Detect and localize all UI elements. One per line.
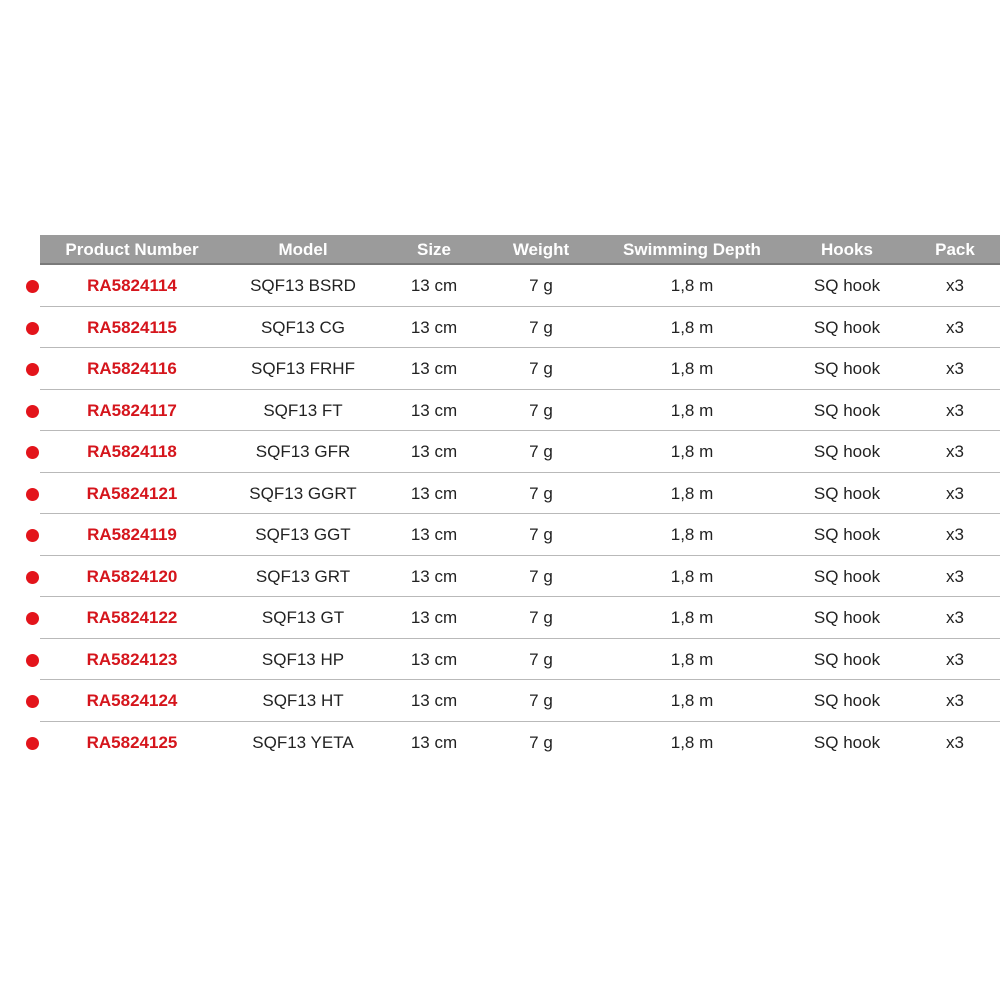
size-cell: 13 cm xyxy=(410,359,458,378)
spec-table xyxy=(0,235,1000,763)
size-cell: 13 cm xyxy=(410,691,458,710)
red-bullet-icon xyxy=(26,529,39,542)
table-row xyxy=(0,639,1000,681)
weight-cell: 7 g xyxy=(529,608,553,627)
table-row xyxy=(0,680,1000,722)
swimming-depth-cell: 1,8 m xyxy=(670,608,714,627)
size-cell: 13 cm xyxy=(410,276,458,295)
red-bullet-icon xyxy=(26,363,39,376)
pack-cell: x3 xyxy=(946,400,964,420)
header-weight: Weight xyxy=(512,240,570,259)
hooks-cell: SQ hook xyxy=(813,400,881,420)
pack-cell: x3 xyxy=(946,359,964,378)
hooks-cell: SQ hook xyxy=(813,442,881,461)
weight-cell: 7 g xyxy=(529,732,553,752)
hooks-cell: SQ hook xyxy=(813,276,881,295)
hooks-cell: SQ hook xyxy=(813,608,881,627)
weight-cell: 7 g xyxy=(529,400,553,420)
weight-cell: 7 g xyxy=(529,649,553,669)
pack-cell: x3 xyxy=(946,442,964,461)
swimming-depth-cell: 1,8 m xyxy=(670,359,714,378)
red-bullet-icon xyxy=(26,488,39,501)
hooks-cell: SQ hook xyxy=(813,649,881,669)
product-number-cell: RA5824123 xyxy=(86,649,178,669)
pack-cell: x3 xyxy=(946,649,964,669)
pack-cell: x3 xyxy=(946,525,964,544)
model-cell: SQF13 FRHF xyxy=(251,359,355,378)
swimming-depth-cell: 1,8 m xyxy=(670,317,714,337)
product-number-cell: RA5824114 xyxy=(87,276,177,295)
header-product-number: Product Number xyxy=(65,240,199,259)
table-body xyxy=(0,265,1000,763)
weight-cell: 7 g xyxy=(529,691,553,710)
model-cell: SQF13 GGT xyxy=(255,525,351,544)
red-bullet-icon xyxy=(26,571,39,584)
size-cell: 13 cm xyxy=(410,442,458,461)
pack-cell: x3 xyxy=(946,608,964,627)
model-cell: SQF13 CG xyxy=(260,317,346,337)
table-row xyxy=(0,348,1000,390)
product-number-cell: RA5824119 xyxy=(87,525,177,544)
hooks-cell: SQ hook xyxy=(813,691,881,710)
red-bullet-icon xyxy=(26,405,39,418)
weight-cell: 7 g xyxy=(529,317,553,337)
table-row xyxy=(0,473,1000,515)
pack-cell: x3 xyxy=(946,691,964,710)
hooks-cell: SQ hook xyxy=(813,483,881,503)
table-row xyxy=(0,265,1000,307)
red-bullet-icon xyxy=(26,654,39,667)
red-bullet-icon xyxy=(26,737,39,750)
table-row xyxy=(0,307,1000,349)
weight-cell: 7 g xyxy=(529,566,553,586)
header-hooks: Hooks xyxy=(821,240,873,259)
product-number-cell: RA5824115 xyxy=(87,317,177,337)
size-cell: 13 cm xyxy=(410,525,458,544)
pack-cell: x3 xyxy=(946,732,964,752)
swimming-depth-cell: 1,8 m xyxy=(670,566,714,586)
model-cell: SQF13 GRT xyxy=(255,566,351,586)
header-swimming-depth: Swimming Depth xyxy=(623,240,761,259)
swimming-depth-cell: 1,8 m xyxy=(670,649,714,669)
red-bullet-icon xyxy=(26,280,39,293)
weight-cell: 7 g xyxy=(529,276,553,295)
model-cell: SQF13 FT xyxy=(263,400,343,420)
product-number-cell: RA5824116 xyxy=(87,359,177,378)
product-number-cell: RA5824125 xyxy=(86,732,178,752)
product-number-cell: RA5824122 xyxy=(86,608,178,627)
weight-cell: 7 g xyxy=(529,359,553,378)
table-row xyxy=(0,597,1000,639)
header-size: Size xyxy=(416,240,452,259)
model-cell: SQF13 YETA xyxy=(252,732,354,752)
table-row xyxy=(0,390,1000,432)
size-cell: 13 cm xyxy=(410,732,458,752)
table-row xyxy=(0,722,1000,764)
size-cell: 13 cm xyxy=(410,400,458,420)
weight-cell: 7 g xyxy=(529,525,553,544)
header-pack: Pack xyxy=(935,240,975,259)
model-cell: SQF13 HP xyxy=(261,649,345,669)
model-cell: SQF13 BSRD xyxy=(250,276,356,295)
hooks-cell: SQ hook xyxy=(813,732,881,752)
size-cell: 13 cm xyxy=(410,649,458,669)
product-number-cell: RA5824120 xyxy=(86,566,178,586)
size-cell: 13 cm xyxy=(410,317,458,337)
swimming-depth-cell: 1,8 m xyxy=(670,483,714,503)
product-number-cell: RA5824118 xyxy=(87,442,177,461)
red-bullet-icon xyxy=(26,612,39,625)
table-header-row xyxy=(40,235,1000,265)
hooks-cell: SQ hook xyxy=(813,566,881,586)
swimming-depth-cell: 1,8 m xyxy=(670,276,714,295)
red-bullet-icon xyxy=(26,446,39,459)
product-number-cell: RA5824117 xyxy=(87,400,177,420)
swimming-depth-cell: 1,8 m xyxy=(670,400,714,420)
hooks-cell: SQ hook xyxy=(813,359,881,378)
product-number-cell: RA5824124 xyxy=(86,691,178,710)
pack-cell: x3 xyxy=(946,483,964,503)
model-cell: SQF13 GT xyxy=(261,608,345,627)
swimming-depth-cell: 1,8 m xyxy=(670,732,714,752)
swimming-depth-cell: 1,8 m xyxy=(670,525,714,544)
table-row xyxy=(0,556,1000,598)
red-bullet-icon xyxy=(26,322,39,335)
hooks-cell: SQ hook xyxy=(813,317,881,337)
size-cell: 13 cm xyxy=(410,483,458,503)
size-cell: 13 cm xyxy=(410,566,458,586)
product-number-cell: RA5824121 xyxy=(86,483,178,503)
model-cell: SQF13 GGRT xyxy=(249,483,357,503)
pack-cell: x3 xyxy=(946,276,964,295)
swimming-depth-cell: 1,8 m xyxy=(670,691,714,710)
size-cell: 13 cm xyxy=(410,608,458,627)
header-model: Model xyxy=(278,240,328,259)
table-row xyxy=(0,514,1000,556)
model-cell: SQF13 GFR xyxy=(255,442,351,461)
pack-cell: x3 xyxy=(946,566,964,586)
table-row xyxy=(0,431,1000,473)
hooks-cell: SQ hook xyxy=(813,525,881,544)
model-cell: SQF13 HT xyxy=(262,691,344,710)
swimming-depth-cell: 1,8 m xyxy=(670,442,714,461)
weight-cell: 7 g xyxy=(529,483,553,503)
red-bullet-icon xyxy=(26,695,39,708)
weight-cell: 7 g xyxy=(529,442,553,461)
pack-cell: x3 xyxy=(946,317,964,337)
